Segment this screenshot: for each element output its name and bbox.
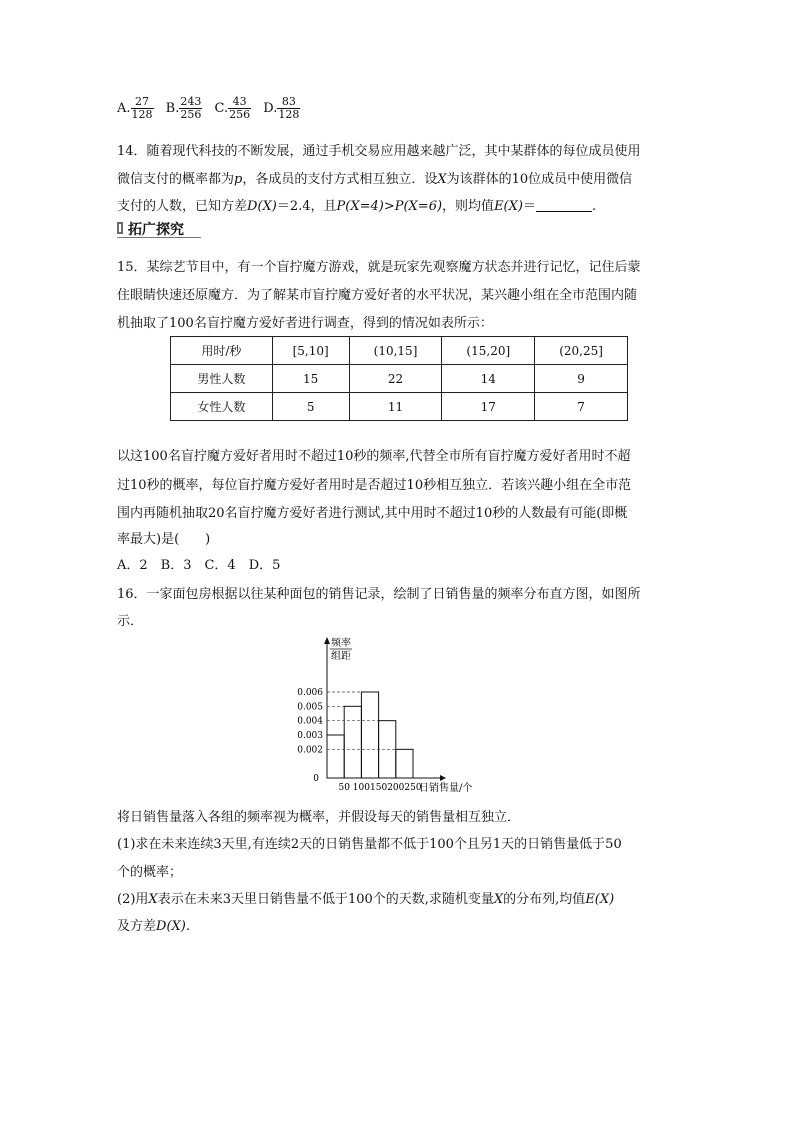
section-heading — [117, 219, 201, 238]
q15-options: A．2 B．3 C．4 D．5 — [117, 558, 281, 573]
y-tick-label: 0.006 — [297, 688, 323, 698]
q14-line-3: 支付的人数，已知方差D(X)＝2.4，且P(X=4)>P(X=6)，则均值E(X)＝ . — [117, 199, 597, 214]
table-header-cell: (15,20] — [442, 337, 535, 365]
q15-table — [170, 336, 628, 421]
x-tick-label: 50 — [338, 783, 350, 793]
histogram-bar — [361, 692, 378, 778]
y-tick-label: 0.005 — [297, 702, 323, 713]
q16-line-7: 及方差D(X). — [117, 919, 190, 934]
histogram-bar — [396, 749, 413, 778]
section-title: 拓广探究 — [128, 222, 184, 238]
q14-line-1: 14．随着现代科技的不断发展，通过手机交易应用越来越广泛，其中某群体的每位成员使用 — [117, 144, 641, 159]
table-cell: 15 — [272, 365, 349, 393]
q13-option-c: C. $\frac{43}{256}$ — [214, 95, 251, 121]
q15-line-1: 15．某综艺节目中，有一个盲拧魔方游戏，就是玩家先观察魔方状态并进行记忆，记住后蒙 — [117, 260, 641, 275]
origin-label: 0 — [313, 774, 319, 784]
table-cell: 5 — [272, 393, 349, 421]
q15-line-4: 以这100名盲拧魔方爱好者用时不超过10秒的频率,代替全市所有盲拧魔方爱好者用时不超 — [117, 449, 631, 464]
q16-line-2: 示． — [117, 614, 144, 629]
table-cell: 男性人数 — [171, 365, 273, 393]
table-cell: 17 — [442, 393, 535, 421]
y-tick-label: 0.003 — [297, 731, 323, 741]
table-header-cell: 用时/秒 — [171, 337, 273, 365]
histogram-bar — [327, 735, 344, 778]
q16-line-3: 将日销售量落入各组的频率视为概率，并假设每天的销售量相互独立． — [117, 810, 521, 825]
q13-option-b: B. $\frac{243}{256}$ — [165, 95, 202, 121]
q15-line-3: 机抽取了100名盲拧魔方爱好者进行调查，得到的情况如表所示： — [117, 316, 493, 331]
table-cell: 14 — [442, 365, 535, 393]
y-axis-arrow-icon — [324, 637, 330, 644]
q15-line-5: 过10秒的概率，每位盲拧魔方爱好者用时是否超过10秒相互独立．若该兴趣小组在全市范 — [117, 478, 632, 493]
q13-option-d: D. $\frac{83}{128}$ — [263, 95, 300, 121]
q16-line-1: 16．一家面包房根据以往某种面包的销售记录，绘制了日销售量的频率分布直方图，如图所 — [117, 587, 641, 602]
table-header-cell: [5,10] — [272, 337, 349, 365]
q15-line-6: 围内再随机抽取20名盲拧魔方爱好者进行测试,其中用时不超过10秒的人数最有可能(即概 — [117, 506, 628, 521]
q13-options — [117, 96, 308, 121]
table-cell: 7 — [535, 393, 628, 421]
table-cell: 22 — [349, 365, 442, 393]
table-header-cell: (20,25] — [535, 337, 628, 365]
table-row — [171, 365, 628, 393]
q16-line-4: (1)求在未来连续3天里,有连续2天的日销售量都不低于100个且另1天的日销售量低于50 — [117, 837, 622, 852]
x-tick-label: 250 — [404, 783, 422, 793]
table-cell: 11 — [349, 393, 442, 421]
table-cell: 女性人数 — [171, 393, 273, 421]
table-header-row — [171, 337, 628, 365]
y-tick-label: 0.002 — [297, 745, 323, 756]
q15-line-7: 率最大)是( ) — [117, 532, 211, 547]
table-header-cell: (10,15] — [349, 337, 442, 365]
q15-line-2: 住眼睛快速还原魔方．为了解某市盲拧魔方爱好者的水平状况，某兴趣小组在全市范围内随 — [117, 288, 638, 303]
x-tick-label: 150 — [370, 783, 388, 793]
histogram-bar — [344, 706, 361, 778]
table-cell: 9 — [535, 365, 628, 393]
x-axis-label: 日销售量/个 — [419, 783, 473, 794]
x-axis-arrow-icon — [440, 775, 446, 781]
x-tick-label: 100 — [352, 783, 370, 793]
y-label-top: 频率 — [331, 638, 351, 649]
answer-blank — [536, 199, 592, 212]
frequency-histogram — [285, 630, 485, 802]
q16-line-5: 个的概率； — [117, 865, 183, 880]
table-row — [171, 393, 628, 421]
y-tick-label: 0.004 — [297, 716, 323, 727]
q13-option-a: A. $\frac{27}{128}$ — [117, 95, 153, 121]
q14-line-2: 微信支付的概率都为p，各成员的支付方式相互独立．设X为该群体的10位成员中使用微信 — [117, 172, 633, 187]
q16-line-6: (2)用X表示在未来3天里日销售量不低于100个的天数,求随机变量X的分布列,均值E(X) — [117, 892, 615, 907]
x-tick-label: 200 — [387, 783, 405, 793]
y-label-bottom: 组距 — [331, 651, 351, 662]
